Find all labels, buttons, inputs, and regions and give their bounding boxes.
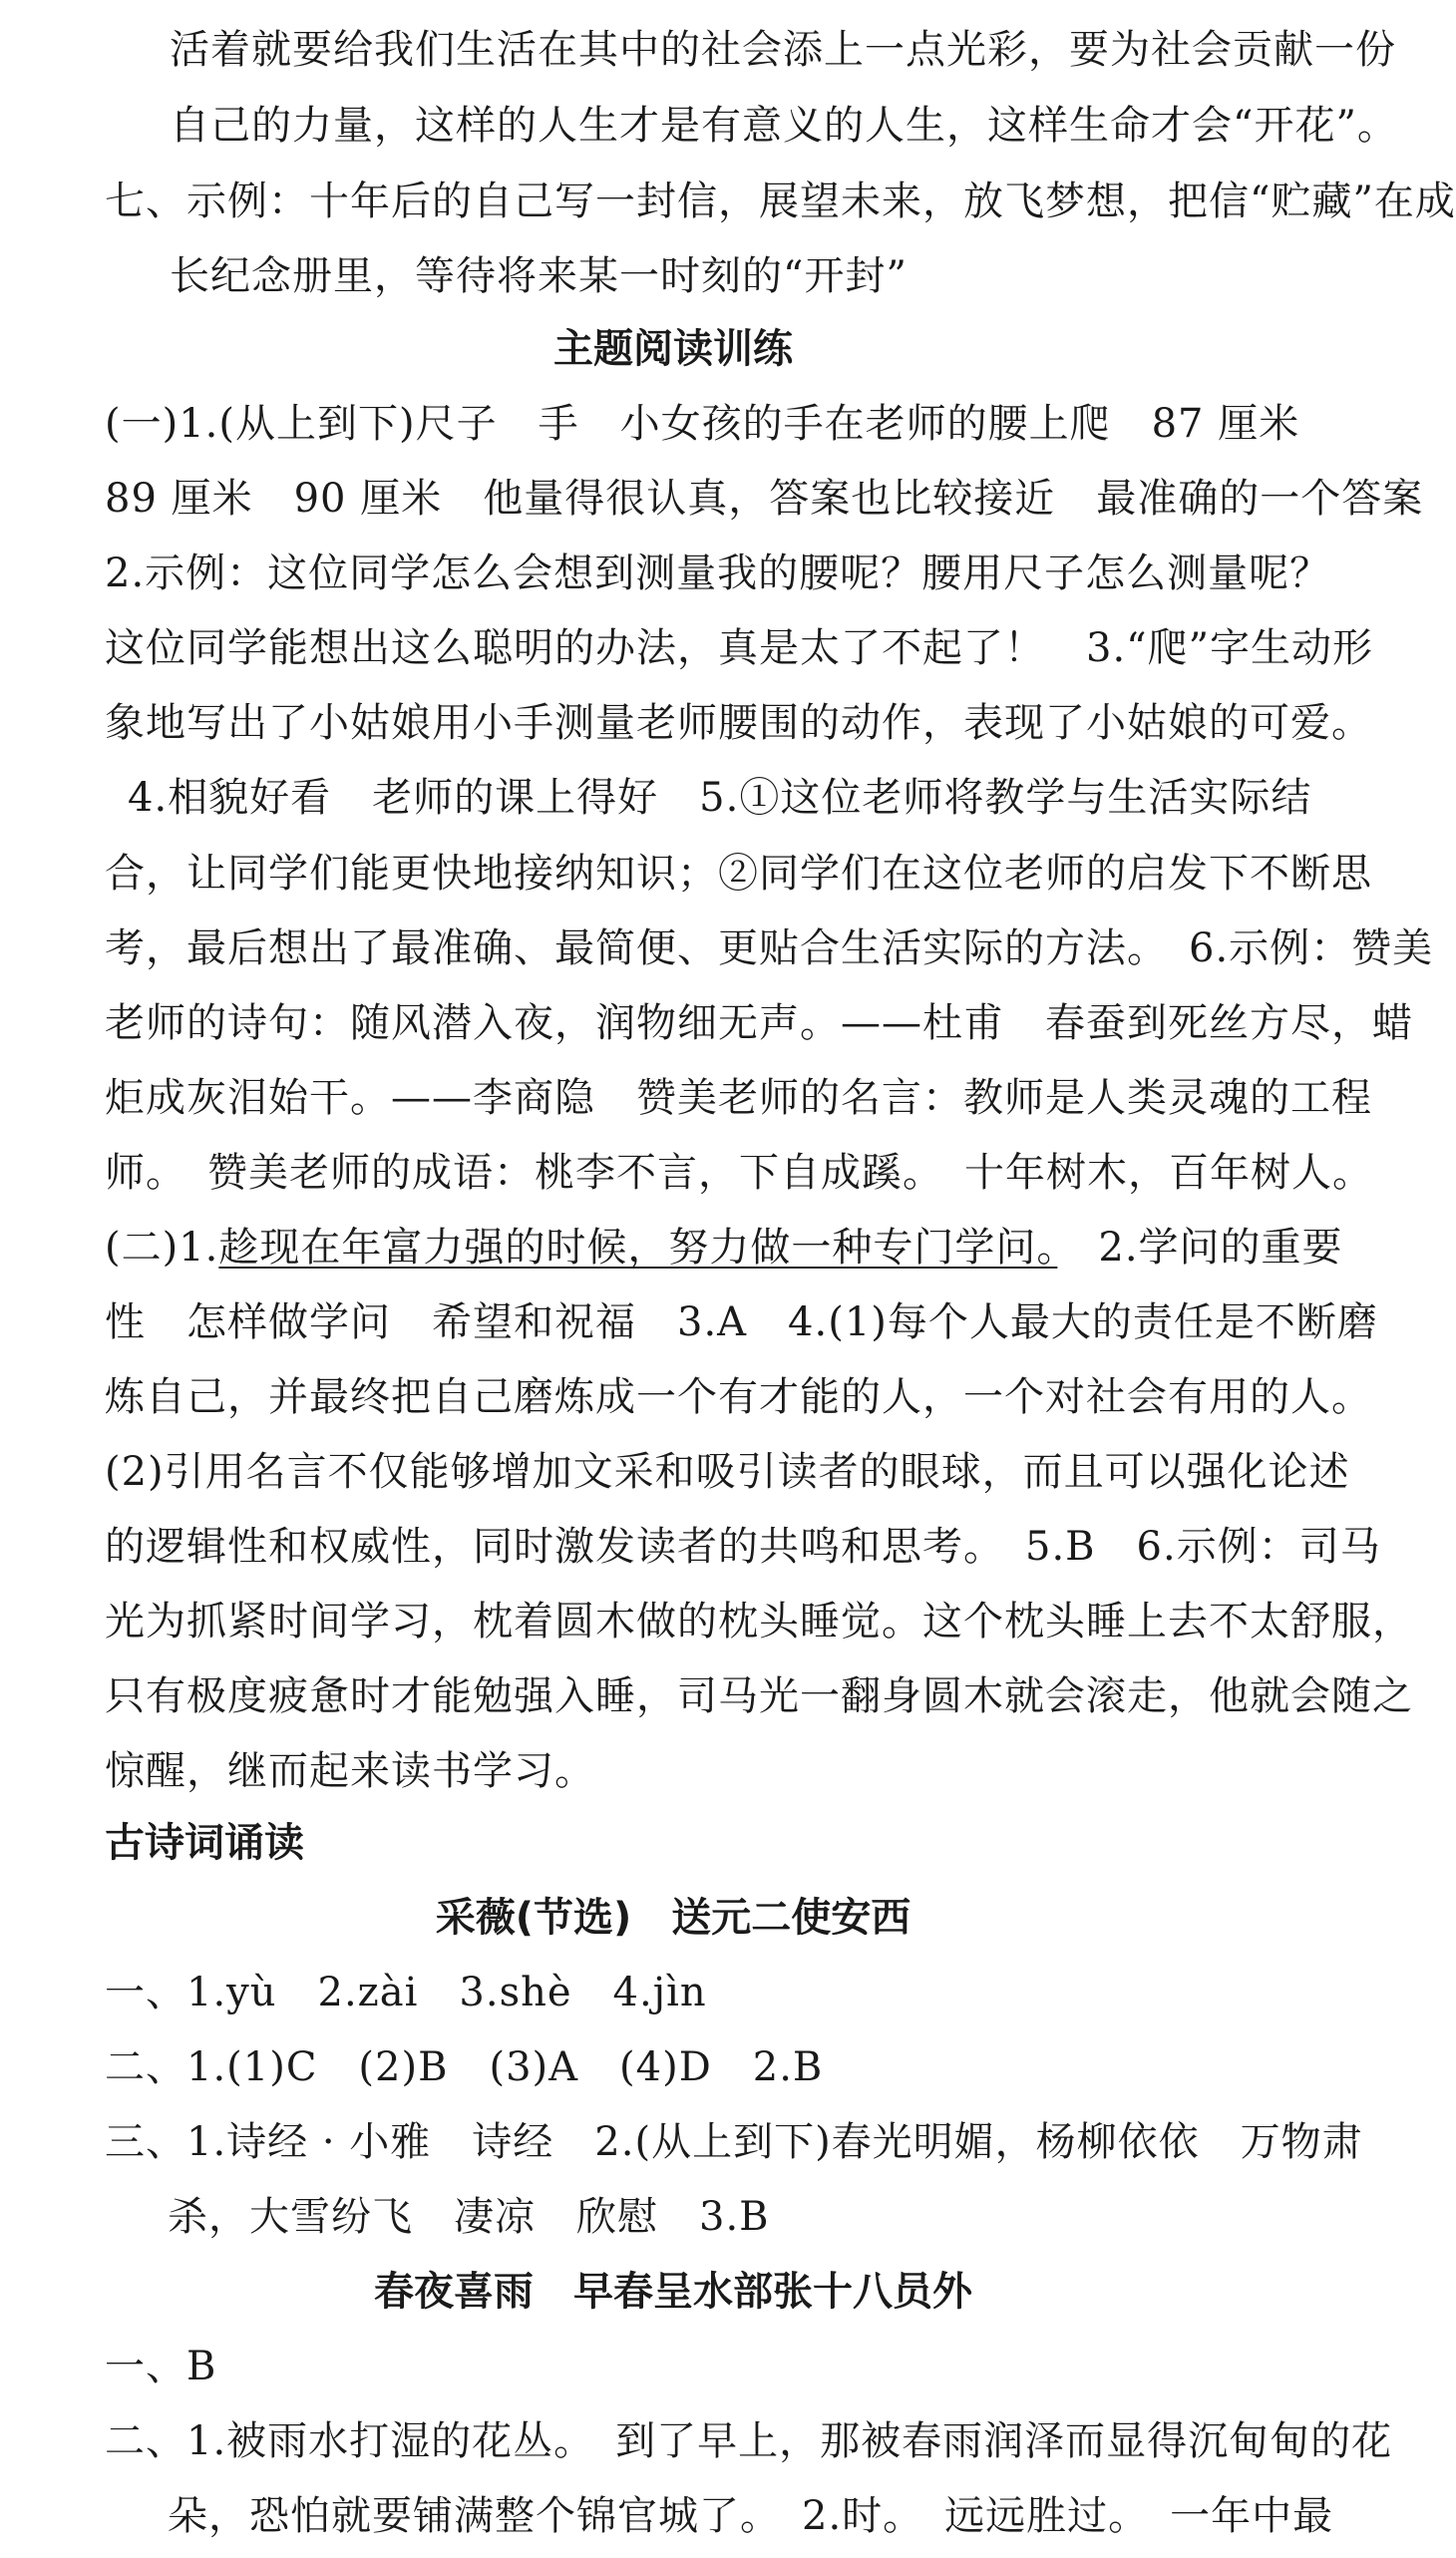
question-number: (二)1. xyxy=(105,1225,219,1271)
text-line: 一、1.yù 2.zài 3.shè 4.jìn xyxy=(105,1970,707,2015)
poem-heading: 采薇(节选) 送元二使安西 xyxy=(435,1895,911,1941)
text-line: 炼自己，并最终把自己磨炼成一个有才能的人，一个对社会有用的人。 xyxy=(105,1374,1372,1420)
section-heading: 主题阅读训练 xyxy=(553,326,793,372)
text-fragment: 2.学问的重要 xyxy=(1057,1225,1343,1271)
text-line: 活着就要给我们生活在其中的社会添上一点光彩，要为社会贡献一份 xyxy=(170,27,1396,73)
text-line: 杀，大雪纷飞 凄凉 欣慰 3.B xyxy=(168,2194,770,2240)
text-line: 只有极度疲惫时才能勉强入睡，司马光一翻身圆木就会滚走，他就会随之 xyxy=(105,1673,1413,1719)
text-line: 三、1.诗经 · 小雅 诗经 2.(从上到下)春光明媚，杨柳依依 万物肃 xyxy=(105,2119,1363,2165)
text-line: 的逻辑性和权威性，同时激发读者的共鸣和思考。 5.B 6.示例：司马 xyxy=(105,1524,1381,1570)
text-line: (一)1.(从上到下)尺子 手 小女孩的手在老师的腰上爬 87 厘米 xyxy=(105,401,1300,447)
text-line: 一、B xyxy=(105,2344,217,2389)
text-line: 这位同学能想出这么聪明的办法，真是太了不起了！ 3.“爬”字生动形 xyxy=(105,625,1374,671)
text-line: 2.示例：这位同学怎么会想到测量我的腰呢？腰用尺子怎么测量呢？ xyxy=(105,550,1331,596)
text-line: 自己的力量，这样的人生才是有意义的人生，这样生命才会“开花”。 xyxy=(170,103,1398,149)
text-line: 4.相貌好看 老师的课上得好 5.①这位老师将教学与生活实际结 xyxy=(128,775,1312,821)
text-line xyxy=(105,1218,1343,1278)
text-line: 炬成灰泪始干。——李商隐 赞美老师的名言：教师是人类灵魂的工程 xyxy=(105,1075,1372,1121)
text-line: 二、1.(1)C (2)B (3)A (4)D 2.B xyxy=(105,2044,824,2090)
underlined-answer: 趁现在年富力强的时候，努力做一种专门学问。 xyxy=(218,1225,1058,1271)
text-line: 长纪念册里，等待将来某一时刻的“开封” xyxy=(170,253,908,299)
text-line: 朵，恐怕就要铺满整个锦官城了。 2.时。 远远胜过。 一年中最 xyxy=(168,2493,1334,2539)
text-line: 合，让同学们能更快地接纳知识；②同学们在这位老师的启发下不断思 xyxy=(105,851,1372,897)
text-line: 光为抓紧时间学习，枕着圆木做的枕头睡觉。这个枕头睡上去不太舒服， xyxy=(105,1599,1413,1644)
text-line: 考，最后想出了最准确、最简便、更贴合生活实际的方法。 6.示例：赞美 xyxy=(105,925,1434,971)
text-line: 师。 赞美老师的成语：桃李不言，下自成蹊。 十年树木，百年树人。 xyxy=(105,1150,1373,1196)
poem-heading: 春夜喜雨 早春呈水部张十八员外 xyxy=(374,2269,972,2315)
text-line: 老师的诗句：随风潜入夜，润物细无声。——杜甫 春蚕到死丝方尽，蜡 xyxy=(105,1000,1413,1046)
text-line: (2)引用名言不仅能够增加文采和吸引读者的眼球，而且可以强化论述 xyxy=(105,1449,1350,1495)
text-line: 89 厘米 90 厘米 他量得很认真，答案也比较接近 最准确的一个答案 xyxy=(105,476,1424,522)
text-line: 象地写出了小姑娘用小手测量老师腰围的动作，表现了小姑娘的可爱。 xyxy=(105,700,1372,746)
text-line: 惊醒，继而起来读书学习。 xyxy=(105,1748,595,1794)
section-title: 古诗词诵读 xyxy=(105,1820,304,1866)
text-line: 二、1.被雨水打湿的花丛。 到了早上，那被春雨润泽而显得沉甸甸的花 xyxy=(105,2418,1393,2464)
text-line: 七、示例：十年后的自己写一封信，展望未来，放飞梦想，把信“贮藏”在成 xyxy=(105,179,1456,224)
text-line: 性 怎样做学问 希望和祝福 3.A 4.(1)每个人最大的责任是不断磨 xyxy=(105,1299,1378,1345)
